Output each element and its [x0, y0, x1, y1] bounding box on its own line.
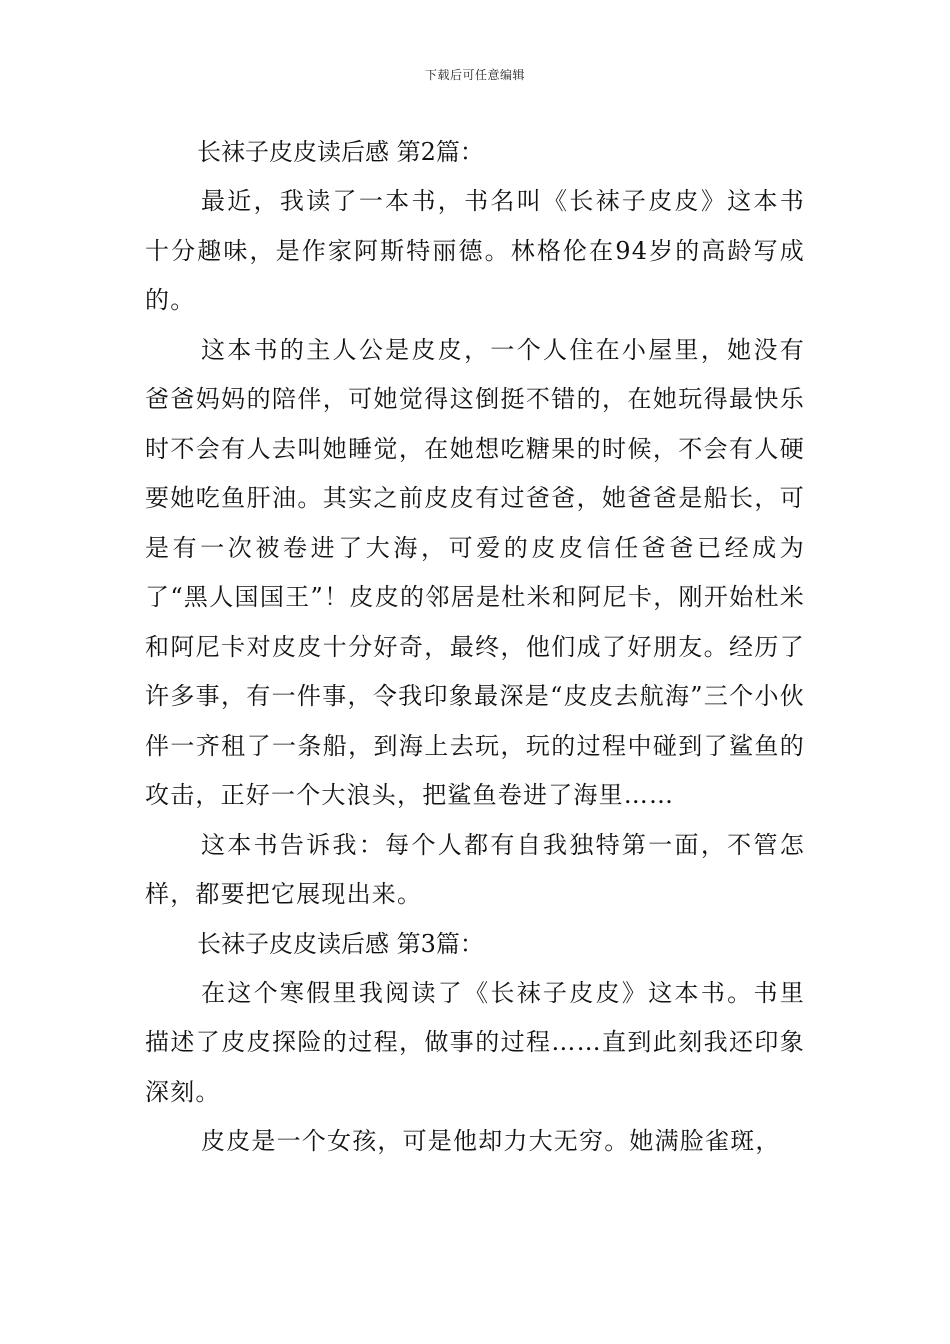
section-2	[145, 128, 805, 920]
section-heading: 长袜子皮皮读后感 第3篇：	[197, 929, 484, 958]
paragraph: 在这个寒假里我阅读了《长袜子皮皮》这本书。书里描述了皮皮探险的过程，做事的过程……直到此刻我还印象深刻。	[145, 978, 805, 1106]
document-body	[145, 128, 805, 1167]
section-heading: 长袜子皮皮读后感 第2篇：	[197, 138, 484, 166]
paragraph: 最近，我读了一本书，书名叫《长袜子皮皮》这本书十分趣味，是作家阿斯特丽德。林格伦在94岁的高龄写成的。	[145, 187, 805, 314]
paragraph: 这本书的主人公是皮皮，一个人住在小屋里，她没有爸爸妈妈的陪伴，可她觉得这倒挺不错的，在她玩得最快乐时不会有人去叫她睡觉，在她想吃糖果的时候，不会有人硬要她吃鱼肝油。其实之前皮皮有过爸爸，她爸爸是船长，可是有一次被卷进了大海，可爱的皮皮信任爸爸已经成为了“黑人国国王”！皮皮的邻居是杜米和阿尼卡，刚开始杜米和阿尼卡对皮皮十分好奇，最终，他们成了好朋友。经历了许多事，有一件事，令我印象最深是“皮皮去航海”三个小伙伴一齐租了一条船，到海上去玩，玩的过程中碰到了鲨鱼的攻击，正好一个大浪头，把鲨鱼卷进了海里……	[145, 335, 805, 809]
header-note: 下载后可任意编辑	[424, 68, 525, 82]
section-3	[145, 920, 805, 1167]
paragraph: 皮皮是一个女孩，可是他却力大无穷。她满脸雀斑，	[201, 1127, 781, 1155]
paragraph: 这本书告诉我：每个人都有自我独特第一面，不管怎样，都要把它展现出来。	[145, 830, 805, 908]
